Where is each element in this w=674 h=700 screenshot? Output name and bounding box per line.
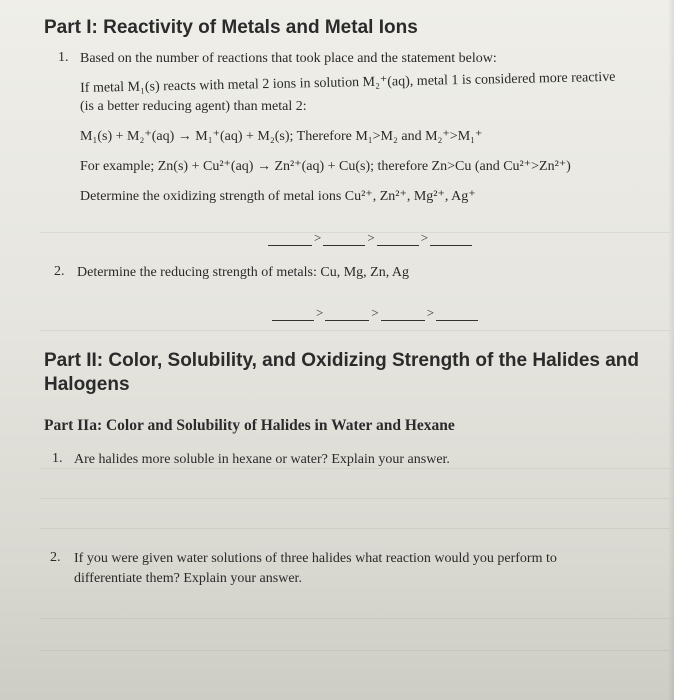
faint-rule — [40, 618, 670, 619]
answer-blank[interactable] — [377, 235, 419, 246]
faint-rule — [40, 498, 670, 499]
answer-blank[interactable] — [325, 310, 369, 321]
greater-than-sign: > — [316, 305, 324, 320]
part2a-title: Part IIa: Color and Solubility of Halides in Water and Hexane — [44, 417, 455, 434]
part2a-q2-line2: differentiate them? Explain your answer. — [74, 571, 302, 586]
greater-than-sign: > — [371, 305, 379, 320]
answer-blank[interactable] — [268, 235, 312, 246]
q2-answer-blanks[interactable] — [272, 305, 478, 321]
part2a-q1-text: Are halides more soluble in hexane or water? Explain your answer. — [74, 452, 450, 467]
answer-blank[interactable] — [436, 310, 478, 321]
part2a-q2-number: 2. — [50, 550, 61, 565]
answer-blank[interactable] — [272, 310, 314, 321]
page-edge-shadow — [668, 0, 674, 700]
q1-intro: Based on the number of reactions that took place and the statement below: — [80, 51, 497, 66]
part2a-q1-number: 1. — [52, 451, 63, 466]
answer-blank[interactable] — [323, 235, 365, 246]
q1-answer-blanks[interactable] — [268, 230, 472, 246]
part2-title-line1: Part II: Color, Solubility, and Oxidizing Strength of the Halides and — [44, 350, 640, 371]
q1-example: For example; Zn(s) + Cu²⁺(aq) → Zn²⁺(aq) + Cu(s); therefore Zn>Cu (and Cu²⁺>Zn²⁺) — [80, 159, 571, 174]
part2a-q2-line1: If you were given water solutions of three halides what reaction would you perform to — [74, 551, 557, 566]
greater-than-sign: > — [367, 230, 375, 245]
faint-rule — [40, 528, 670, 529]
answer-blank[interactable] — [430, 235, 472, 246]
q1-equation: M₁(s) + M₂⁺(aq) → M₁⁺(aq) + M₂(s); Therefore M₁>M₂ and M₂⁺>M₁⁺ — [80, 129, 483, 144]
faint-rule — [40, 330, 670, 331]
greater-than-sign: > — [314, 230, 322, 245]
q2-task: Determine the reducing strength of metals: Cu, Mg, Zn, Ag — [77, 265, 410, 280]
answer-blank[interactable] — [381, 310, 425, 321]
greater-than-sign: > — [420, 230, 429, 245]
q1-task: Determine the oxidizing strength of metal ions Cu²⁺, Zn²⁺, Mg²⁺, Ag⁺ — [80, 189, 476, 204]
q1-number: 1. — [58, 50, 69, 65]
part1-title: Part I: Reactivity of Metals and Metal Ions — [44, 17, 418, 38]
q1-statement-line2: (is a better reducing agent) than metal 2: — [80, 99, 307, 114]
q1-statement-line1: If metal M₁(s) reacts with metal 2 ions in solution M₂⁺(aq), metal 1 is considered more reactive — [80, 69, 616, 96]
part2-title-line2: Halogens — [44, 374, 130, 395]
greater-than-sign: > — [426, 305, 435, 320]
q2-number: 2. — [54, 264, 65, 279]
faint-rule — [40, 650, 670, 651]
